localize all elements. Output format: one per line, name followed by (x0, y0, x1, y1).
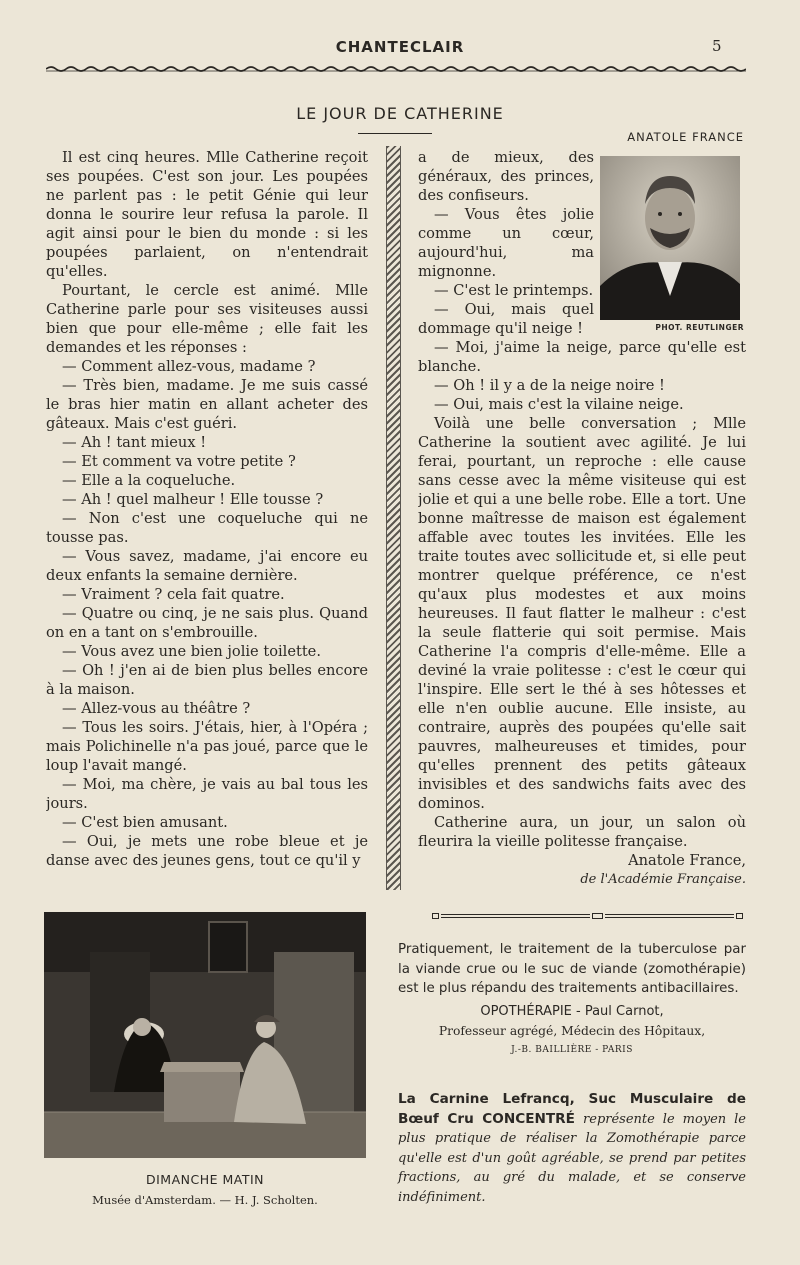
article-column-1 (46, 148, 368, 890)
dialogue-line: — Ah ! quel malheur ! Elle tousse ? (62, 491, 324, 508)
title-underline (358, 133, 432, 134)
ornamental-rule (432, 910, 744, 922)
advert-publisher: J.-B. BAILLIÈRE - PARIS (511, 1045, 633, 1055)
dialogue-line: — Moi, j'aime la neige, parce qu'elle est blanche. (418, 339, 746, 375)
header-wavy-rule (46, 64, 746, 72)
dialogue-line: — C'est le printemps. (434, 282, 594, 299)
paragraph: a de mieux, des généraux, des princes, des confiseurs. (418, 149, 594, 204)
dialogue-line: — Comment allez-vous, madame ? (62, 358, 316, 375)
dialogue-line: — Et comment va votre petite ? (62, 453, 296, 470)
dialogue-line: — Vous savez, madame, j'ai encore eu deux enfants la semaine dernière. (46, 548, 368, 584)
column-divider-ornament (386, 146, 401, 890)
advert-carnine-headline: La Carnine Lefrancq, Suc Musculaire de Bœuf Cru CONCENTRÉ (398, 1091, 746, 1127)
advert-quote: Pratiquement, le traitement de la tuberculose par la viande crue ou le suc de viande (zomothérapie) est le plus répandu des traitements antibacillaires. (398, 942, 746, 996)
dialogue-line: — Oui, je mets une robe bleue et je danse avec des jeunes gens, tout ce qu'il y (46, 833, 368, 869)
paragraph: Pourtant, le cercle est animé. Mlle Catherine parle pour ses visiteuses aussi bien que pour elle-même ; elle fait les demandes et les réponses : (46, 282, 368, 356)
dialogue-line: — Oh ! j'en ai de bien plus belles encore à la maison. (46, 662, 368, 698)
author-affiliation: de l'Académie Française. (580, 872, 746, 887)
dialogue-line: — Oh ! il y a de la neige noire ! (434, 377, 665, 394)
dialogue-line: — Allez-vous au théâtre ? (62, 700, 251, 717)
painting-title: DIMANCHE MATIN (145, 1172, 265, 1187)
dialogue-line: — Ah ! tant mieux ! (62, 434, 207, 451)
advert-source-author: Professeur agrégé, Médecin des Hôpitaux, (438, 1024, 706, 1038)
dialogue-line: — Non c'est une coqueluche qui ne tousse pas. (46, 510, 368, 546)
dialogue-line: — Tous les soirs. J'étais, hier, à l'Opéra ; mais Polichinelle n'a pas joué, parce que le loup l'avait mangé. (46, 719, 368, 774)
paragraph: Il est cinq heures. Mlle Catherine reçoit ses poupées. C'est son jour. Les poupées ne parlent pas : le petit Génie qui leur donna le sourire leur refusa la parole. Il agit ainsi pour le bien du monde : si les poupées parlaient, on n'entendrait qu'elles. (46, 149, 368, 280)
article-title: LE JOUR DE CATHERINE (296, 104, 504, 123)
dialogue-line: — Oui, mais c'est la vilaine neige. (434, 396, 684, 413)
portrait-photo (600, 156, 740, 320)
advert-carnine (398, 1090, 746, 1207)
dialogue-line: — Vous êtes jolie comme un cœur, aujourd'hui, ma mignonne. (418, 206, 594, 280)
paragraph: Catherine aura, un jour, un salon où fleurira la vieille politesse française. (418, 814, 746, 850)
author-signature: Anatole France, (628, 852, 746, 869)
dialogue-line: — Elle a la coqueluche. (62, 472, 236, 489)
dialogue-line: — Quatre ou cinq, je ne sais plus. Quand on en a tant on s'embrouille. (46, 605, 368, 641)
dialogue-line: — C'est bien amusant. (62, 814, 228, 831)
journal-title: CHANTECLAIR (335, 38, 465, 56)
dialogue-line: — Vraiment ? cela fait quatre. (62, 586, 285, 603)
advert-source-title: OPOTHÉRAPIE - Paul Carnot, (480, 1004, 664, 1019)
advert-carnine-body: représente le moyen le plus pratique de réaliser la Zomothérapie parce qu'elle est d'un goût agréable, se prend par petites fractions, au gré du malade, et se conserve indéfiniment. (398, 1111, 746, 1205)
paragraph: Voilà une belle conversation ; Mlle Catherine la soutient avec agilité. Je lui ferai, pourtant, un reproche : elle cause sans cesse avec la même visiteuse qui est jolie et qui a une belle robe. Elle a tort. Une bonne maîtresse de maison est également affable avec toutes les invitées. Elle les traite toutes avec sollicitude et, si elle peut montrer quelque préférence, ce n'est qu'aux plus modestes et aux moins heureuses. Il faut flatter le malheur : c'est la seule flatterie qui soit permise. Mais Catherine l'a compris d'elle-même. Elle a deviné la vraie politesse : c'est le cœur qui l'inspire. Elle sert le thé à ses hôtesses et elle n'en oublie aucune. Elle insiste, au contraire, auprès des poupées qu'elle sait pauvres, malheureuses et timides, pour qu'elles prennent des petits gâteaux invisibles et des sandwichs faits avec des dominos. (418, 415, 746, 812)
portrait-photo-credit: PHOT. REUTLINGER (655, 323, 744, 332)
painting-credit: Musée d'Amsterdam. — H. J. Scholten. (92, 1193, 318, 1207)
dialogue-line: — Oui, mais quel dommage qu'il neige ! (418, 301, 594, 337)
dialogue-line: — Très bien, madame. Je me suis cassé le bras hier matin en allant acheter des gâteaux. Mais c'est guéri. (46, 377, 368, 432)
dialogue-line: — Vous avez une bien jolie toilette. (62, 643, 321, 660)
page-number: 5 (712, 37, 722, 55)
dialogue-line: — Moi, ma chère, je vais au bal tous les jours. (46, 776, 368, 812)
painting-image (44, 912, 366, 1158)
portrait-caption: ANATOLE FRANCE (627, 130, 744, 144)
